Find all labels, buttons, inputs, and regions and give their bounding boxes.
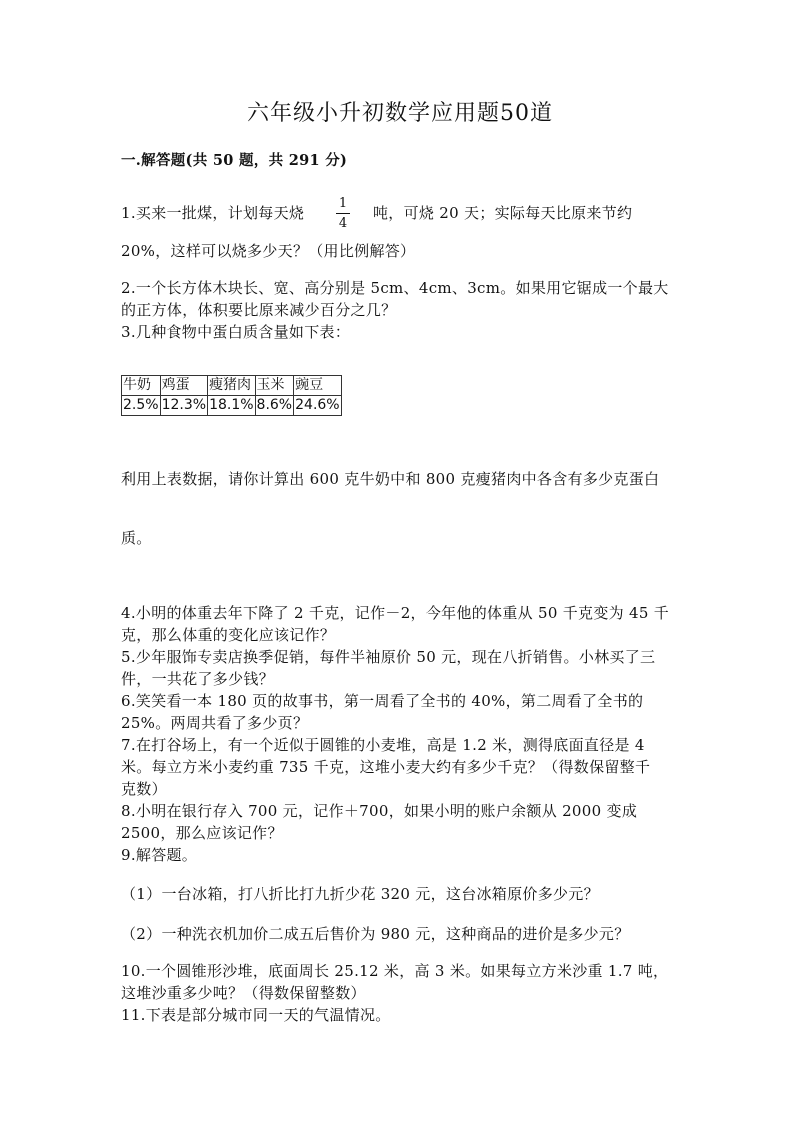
question-9-line-1: 9.解答题。 [121, 846, 198, 864]
table-header-cell: 瘦猪肉 [208, 376, 255, 396]
question-1-line-2: 20%，这样可以烧多少天？（用比例解答） [121, 242, 416, 260]
question-9-sub-1: （1）一台冰箱，打八折比打九折少花 320 元，这台冰箱原价多少元？ [121, 885, 599, 903]
question-1-line-1-start: 1.买来一批煤，计划每天烧 [121, 204, 305, 222]
question-2-line-2: 的正方体，体积要比原来减少百分之几？ [121, 301, 397, 319]
table-header-cell: 鸡蛋 [160, 376, 207, 396]
fraction-bar [336, 213, 350, 214]
fraction-numerator: 1 [338, 196, 348, 211]
question-7-line-2: 米。每立方米小麦约重 735 千克，这堆小麦大约有多少千克？（得数保留整千 [121, 758, 651, 776]
question-4-line-2: 克，那么体重的变化应该记作？ [121, 626, 336, 644]
table-cell: 12.3% [160, 396, 207, 416]
table-header-row [122, 376, 342, 396]
table-cell: 18.1% [208, 396, 255, 416]
table-cell: 8.6% [255, 396, 294, 416]
table-header-cell: 豌豆 [294, 376, 341, 396]
question-3-after-1: 利用上表数据，请你计算出 600 克牛奶中和 800 克瘦猪肉中各含有多少克蛋白 [121, 470, 660, 488]
table-cell: 2.5% [122, 396, 161, 416]
question-8-line-2: 2500，那么应该记作？ [121, 824, 283, 842]
question-7-line-1: 7.在打谷场上，有一个近似于圆锥的小麦堆，高是 1.2 米，测得底面直径是 4 [121, 736, 645, 754]
table-header-cell: 玉米 [255, 376, 294, 396]
question-10-line-1: 10.一个圆锥形沙堆，底面周长 25.12 米，高 3 米。如果每立方米沙重 1.7 吨， [121, 962, 669, 980]
question-2-line-1: 2.一个长方体木块长、宽、高分别是 5cm、4cm、3cm。如果用它锯成一个最大 [121, 279, 669, 297]
page-title: 六年级小升初数学应用题50道 [247, 101, 553, 126]
table-row [122, 396, 342, 416]
question-6-line-1: 6.笑笑看一本 180 页的故事书，第一周看了全书的 40%，第二周看了全书的 [121, 692, 644, 710]
fraction-one-quarter [336, 196, 350, 231]
question-11-line-1: 11.下表是部分城市同一天的气温情况。 [121, 1006, 391, 1024]
question-3-line-1: 3.几种食物中蛋白质含量如下表： [121, 323, 351, 341]
protein-table [121, 375, 342, 416]
question-3-after-2: 质。 [121, 529, 152, 547]
question-9-sub-2: （2）一种洗衣机加价二成五后售价为 980 元，这种商品的进价是多少元？ [121, 925, 630, 943]
question-8-line-1: 8.小明在银行存入 700 元，记作＋700，如果小明的账户余额从 2000 变成 [121, 802, 638, 820]
table-cell: 24.6% [294, 396, 341, 416]
question-10-line-2: 这堆沙重多少吨？（得数保留整数） [121, 984, 366, 1002]
question-5-line-2: 件，一共花了多少钱？ [121, 670, 275, 688]
question-5-line-1: 5.少年服饰专卖店换季促销，每件半袖原价 50 元，现在八折销售。小林买了三 [121, 648, 656, 666]
table-header-cell: 牛奶 [122, 376, 161, 396]
section-heading: 一.解答题(共 50 题，共 291 分) [121, 152, 348, 169]
question-4-line-1: 4.小明的体重去年下降了 2 千克，记作－2，今年他的体重从 50 千克变为 45 千 [121, 604, 670, 622]
question-7-line-3: 克数） [121, 780, 167, 798]
fraction-denominator: 4 [338, 216, 348, 231]
question-1-line-1-end: 吨，可烧 20 天；实际每天比原来节约 [373, 204, 633, 222]
question-6-line-2: 25%。两周共看了多少页？ [121, 714, 309, 732]
